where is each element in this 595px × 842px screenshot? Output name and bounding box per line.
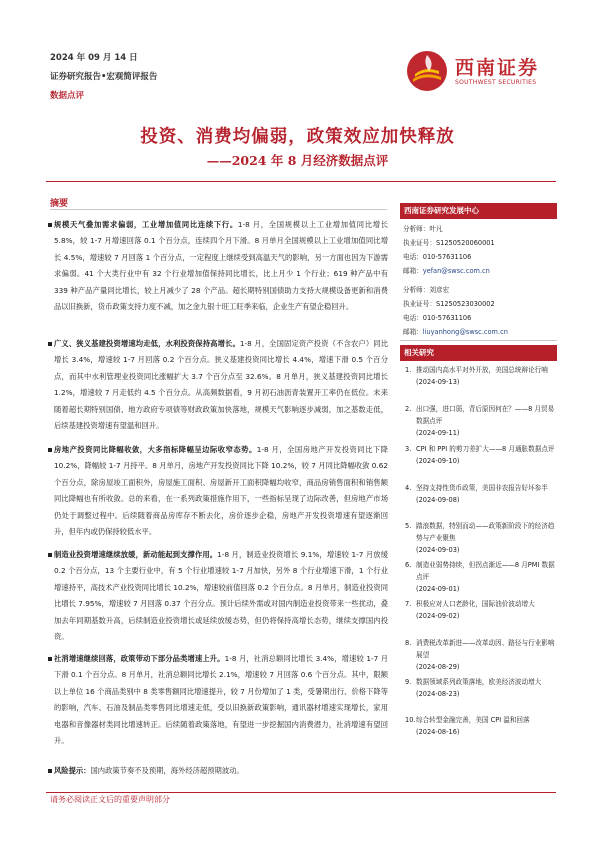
- bullet-icon: [48, 553, 52, 557]
- related-item[interactable]: 10. 综合转型金融完善，美国 CPI 温和回落 (2024-08-16): [405, 716, 530, 737]
- section-lead: 房地产投资同比降幅收敛，大多指标降幅呈边际收窄态势。: [54, 445, 257, 454]
- abstract-divider: [50, 209, 387, 210]
- bullet-icon: [48, 657, 52, 661]
- related-item[interactable]: 8. 消费税改革新进——改革动因、路径与行业影响展望 (2024-08-29): [405, 639, 555, 672]
- report-type: 证券研究报告•宏观简评报告: [50, 72, 158, 82]
- section-body: 1-8 月，制造业投资增长 9.1%，增速较 1-7 月放缓 0.2 个百分点，13 个主要行业中，有 5 个行业增速较 1-7 月加快，另外 8 个行业增速下滑，1 个行业增速持平，高技术产业投资同比增长 10.2%，增速较前值回落 0.2 个百分点。8 月单月，制造业投资同比增长 7.95%，增速较 7 月回落 0.37 个百分点。预计后续外需或对国内制造业投资带来一些扰动，叠加去年同期基数升高，后续制造业投资增长或延续放缓态势，但仍将保持高增长态势，继续支撑国内投资。: [54, 550, 388, 642]
- related-research-heading: 相关研究: [400, 345, 557, 361]
- related-item[interactable]: 9. 数据领域系列政策落地，欧美经济波动增大 (2024-08-23): [405, 678, 542, 699]
- analyst-license: 执业证号：S1250520060001: [403, 239, 495, 247]
- section-body: 1-8 月，全国规模以上工业增加值同比增长 5.8%，较 1-7 月增速回落 0.1 个百分点，连续四个月下滑。8 月单月全国规模以上工业增加值同比增长 4.5%，增速较 7 月回落 1 个百分点，一定程度上继续受到高温天气的影响，另一方面也因为下游需求偏弱。41 个大类行业中有 32 个行业增加值保持同比增长，比上月少 1 个行业；619 种产品中有 339 种产品产量同比增长，较上月减少了 28 个产品。超长期特别国债助力支持大规模设备更新和消费品以旧换新，货币政策支持力度不减，加之金九银十旺工旺季来临，企业生产有望企稳回升。: [54, 220, 388, 312]
- sidebar-divider: [400, 340, 557, 341]
- abstract-section-industry: [54, 217, 388, 315]
- section-body: 1-8 月，全国固定资产投资（不含农户）同比增长 3.4%，增速较 1-7 月回落 0.2 个百分点。狭义基建投资同比增长 4.4%，增速下滑 0.5 个百分点，而其中水利管理业投资同比涨幅扩大 3.7 个百分点至 32.6%。8 月单月，狭义基建投资同比增长 1.2%，增速较 7 月走低约 4.5 个百分点。从高频数据看，9 月初石油沥青装置开工率仍在低位。未来随着超长期特别国债、地方政府专项债等财政政策加快落地，规模天气影响逐步减弱，加之基数走低，后续基建投资增速有望温和回升。: [54, 339, 388, 431]
- logo-name: 西南证券: [455, 57, 540, 79]
- section-body: 1-8 月，社消总额同比增长 3.4%，增速较 1-7 月下滑 0.1 个百分点。8 月单月，社消总额同比增长 2.1%，增速较 7 月回落 0.6 个百分点。其中，限额以上单位 16 个商品类别中 8 类零售额同比增速提升，较 7 月份增加了 1 类，受暑期出行、价格下降等的影响，汽车、石油及制品类零售同比增速走低，受以旧换新政策影响，通讯器材增速实现增长，家用电器和音像器材类同比增速转正。后续随着政策落地，有望进一步挖掘国内消费潜力，社消增速有望回升。: [54, 654, 389, 746]
- related-item[interactable]: 2. 出口强，进口弱，背后原因何在？——8 月贸易数据点评 (2024-09-11): [405, 405, 555, 438]
- analyst-phone: 电话：010-57631106: [403, 314, 472, 322]
- analyst-license: 执业证号：S1250523030002: [403, 300, 495, 308]
- analyst-phone: 电话：010-57631106: [403, 253, 472, 261]
- related-item[interactable]: 7. 积极应对人口老龄化，国际油价波动增大 (2024-09-02): [405, 600, 535, 621]
- bullet-icon: [48, 223, 52, 227]
- title-divider: [46, 181, 556, 182]
- section-lead: 社消增速继续回落，政策带动下部分品类增速上升。: [54, 654, 225, 663]
- related-item[interactable]: 4. 坚持支持性货币政策，美国非农报告好坏参半 (2024-09-08): [405, 484, 548, 505]
- analyst-email-row: 邮箱：yefan@swsc.com.cn: [403, 267, 490, 275]
- analyst-name: 分析师：刘彦宏: [403, 286, 450, 294]
- related-item[interactable]: 5. 踏浪数据，特别而动——政策新阶段下的经济趋势与产业聚焦 (2024-09-03): [405, 522, 555, 555]
- report-date: 2024 年 09 月 14 日: [50, 53, 138, 63]
- bullet-icon: [48, 448, 52, 452]
- analyst-email-link[interactable]: yefan@swsc.com.cn: [422, 267, 490, 275]
- risk-warning: [54, 763, 388, 779]
- abstract-section-real-estate: [54, 442, 388, 540]
- company-logo: [405, 49, 553, 93]
- section-body: 1-8 月，全国房地产开发投资同比下降 10.2%，降幅较 1-7 月持平。8 月单月，房地产开发投资同比下降 10.2%，较 7 月同比降幅收敛 0.62 个百分点，除房屋竣工面积外，房屋施工面积、房屋新开工面积降幅均收窄，商品房销售面积和销售额同比降幅也有所收敛。总的来看，在一系列政策措施作用下，一些指标呈现了边际改善，但房地产市场仍处于调整过程中。后续随着商品房库存不断去化，房价逐步企稳，房地产开发投资增速有望逐渐回升，但年内或仍保持较低水平。: [54, 445, 388, 537]
- disclaimer-footer: 请务必阅读正文后的重要声明部分: [50, 795, 170, 804]
- analyst-email-row: 邮箱：liuyanhong@swsc.com.cn: [403, 328, 508, 336]
- section-lead: 规模天气叠加需求偏弱，工业增加值同比连续下行。: [54, 220, 238, 229]
- abstract-section-manufacturing: [54, 547, 388, 645]
- logo-english: SOUTHWEST SECURITIES: [455, 79, 537, 86]
- abstract-heading: 摘要: [50, 199, 69, 209]
- logo-mark-icon: [405, 49, 449, 93]
- risk-body: 国内政策节奏不及预期，海外经济超预期波动。: [90, 766, 244, 775]
- abstract-section-consumption: [54, 651, 388, 749]
- page-title: 投资、消费均偏弱，政策效应加快释放: [140, 127, 455, 147]
- related-item[interactable]: 1. 推动国内高水平对外开放，美国总统辩论行响 (2024-09-13): [405, 366, 548, 387]
- footer-divider: [46, 792, 556, 793]
- bullet-icon: [48, 342, 52, 346]
- page-subtitle: ——2024 年 8 月经济数据点评: [206, 153, 389, 168]
- section-lead: 制造业投资增速继续放缓，新动能起到支撑作用。: [54, 550, 218, 559]
- analyst-email-link[interactable]: liuyanhong@swsc.com.cn: [422, 328, 508, 336]
- risk-lead: 风险提示：: [54, 766, 91, 775]
- analyst-name: 分析师：叶凡: [403, 225, 443, 233]
- research-center-heading: 西南证券研究发展中心: [400, 203, 557, 219]
- analyst-card: [403, 222, 558, 278]
- bullet-icon: [48, 769, 52, 773]
- analyst-card: [403, 283, 558, 339]
- report-category: 数据点评: [50, 91, 85, 101]
- related-item[interactable]: 3. CPI 和 PPI 的剪刀差扩大——8 月通胀数据点评 (2024-09-10): [405, 445, 555, 466]
- related-item[interactable]: 6. 制造业弱势持续，但拐点渐近——8 月PMI 数据点评 (2024-09-01): [405, 561, 555, 594]
- section-lead: 广义、狭义基建投资增速均走低，水利投资保持高增长。: [54, 339, 240, 348]
- abstract-section-infrastructure: [54, 336, 388, 434]
